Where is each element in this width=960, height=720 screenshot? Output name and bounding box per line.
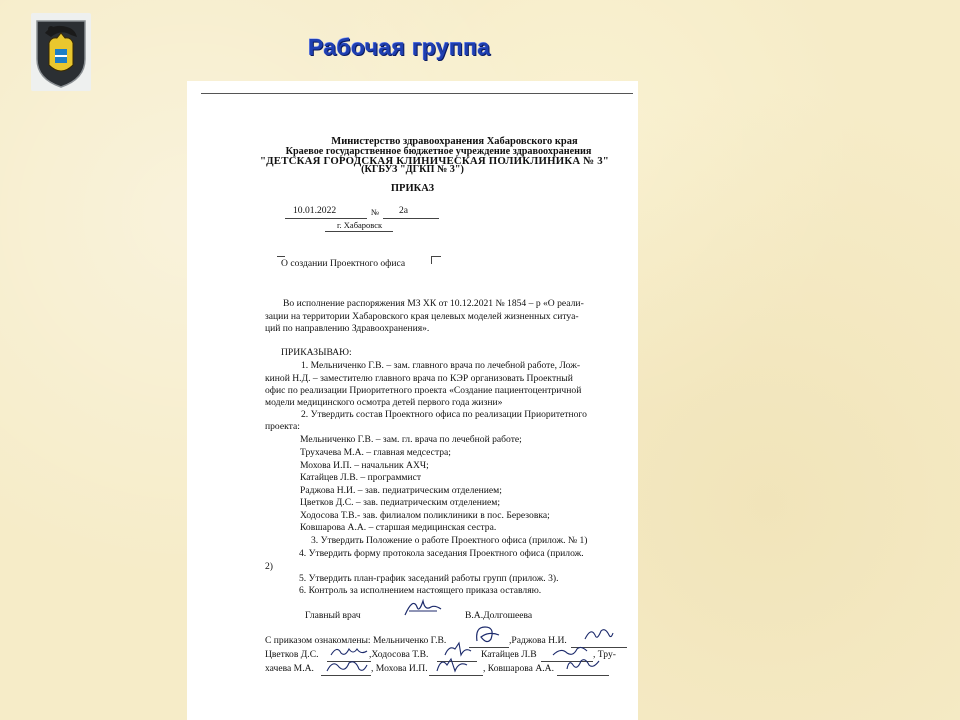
acquainted-line3-a: хачева М.А. [265,663,314,674]
member-3: Мохова И.П. – начальник АХЧ; [300,460,429,471]
item1-line-4: модели медицинского осмотра детей первого года жизни» [265,397,503,408]
acquainted-line2-a: Цветков Д.С. [265,649,319,660]
item2-line-2: проекта: [265,421,300,432]
acquainted-line3-c: , Ковшарова А.А. [483,663,554,674]
member-7: Ходосова Т.В.- зав. филиалом поликлиники в пос. Березовка; [300,510,550,521]
signature-role: Главный врач [305,610,361,621]
item4-line-2: 2) [265,561,273,572]
member-1: Мельниченко Г.В. – зам. гл. врача по лечебной работе; [300,434,522,445]
subject-corner-right-tick [431,256,432,264]
acquainted-line2-c: Катайцев Л.В [481,649,537,660]
header-institution-name: "ДЕТСКАЯ ГОРОДСКАЯ КЛИНИЧЕСКАЯ ПОЛИКЛИНИКА № 3" [259,155,610,167]
acquainted-line2-b: ,Ходосова Т.В. [369,649,429,660]
date-underline [285,218,367,219]
subject-corner-right [431,256,441,257]
signature-name: В.А.Долгошеева [465,610,533,621]
acquainted-line2-d: , Тру- [593,649,616,660]
header-institution-abbr: (КГБУЗ "ДГКП № 3") [361,164,464,175]
item4-line-1: 4. Утвердить форму протокола заседания Проектного офиса (прилож. [299,548,584,559]
slide-title: Рабочая группа [308,34,491,60]
order-word: ПРИКАЗЫВАЮ: [281,347,352,358]
scanned-order-document [187,81,638,720]
preamble-line-2: зации на территории Хабаровского края целевых моделей жизненных ситуа- [265,311,579,322]
city-underline [325,231,393,232]
item6: 6. Контроль за исполнением настоящего приказа оставляю. [299,585,542,596]
khabarovsk-coat-of-arms-icon [31,13,91,91]
order-subject: О создании Проектного офиса [281,258,406,269]
member-6: Цветков Д.С. – зав. педиатрическим отделением; [300,497,501,508]
chief-signature-icon [401,593,445,621]
signature-trukhacheva-icon [325,655,369,677]
acquainted-line1-b: ,Раджова Н.И. [509,635,567,646]
top-border-line [201,93,633,94]
preamble-line-1: Во исполнение распоряжения МЗ ХК от 10.12.2021 № 1854 – р «О реали- [283,298,584,309]
order-date: 10.01.2022 [293,205,337,216]
acquainted-line1-a: С приказом ознакомлены: Мельниченко Г.В. [265,635,447,646]
item1-line-1: 1. Мельниченко Г.В. – зам. главного врача по лечебной работе, Лож- [301,360,581,371]
number-underline [383,218,439,219]
item1-line-2: киной Н.Д. – заместителю главного врача по КЭР организовать Проектный [265,373,573,384]
member-2: Трухачева М.А. – главная медсестра; [300,447,451,458]
item2-line-1: 2. Утвердить состав Проектного офиса по реализации Приоритетного [301,409,587,420]
document-type: ПРИКАЗ [390,183,435,194]
header-institution-type: Краевое государственное бюджетное учреждение здравоохранения [285,146,592,157]
header-ministry: Министерство здравоохранения Хабаровского края [331,136,578,147]
signature-mokhova-icon [433,653,473,677]
member-4: Катайцев Л.В. – программист [300,472,422,483]
number-sign: № [371,207,380,217]
member-5: Раджова Н.И. – зав. педиатрическим отделением; [300,485,502,496]
acquainted-line3-b: , Мохова И.П. [371,663,428,674]
subject-corner-left [277,256,285,257]
signature-melnichenko-icon [471,621,505,647]
preamble-line-3: ций по направлению Здравоохранения». [265,323,430,334]
signature-kovsharova-icon [563,653,603,675]
order-city: г. Хабаровск [337,220,383,230]
acq-underline-8 [557,675,609,676]
acq-underline-1 [469,647,509,648]
order-number: 2а [399,205,409,216]
item3: 3. Утвердить Положение о работе Проектного офиса (прилож. № 1) [311,535,588,546]
item1-line-3: офис по реализации Приоритетного проекта «Создание пациентоцентричной [265,385,582,396]
item5: 5. Утвердить план-график заседаний работы групп (прилож. 3). [299,573,559,584]
member-8: Ковшарова А.А. – старшая медицинская сестра. [300,522,497,533]
